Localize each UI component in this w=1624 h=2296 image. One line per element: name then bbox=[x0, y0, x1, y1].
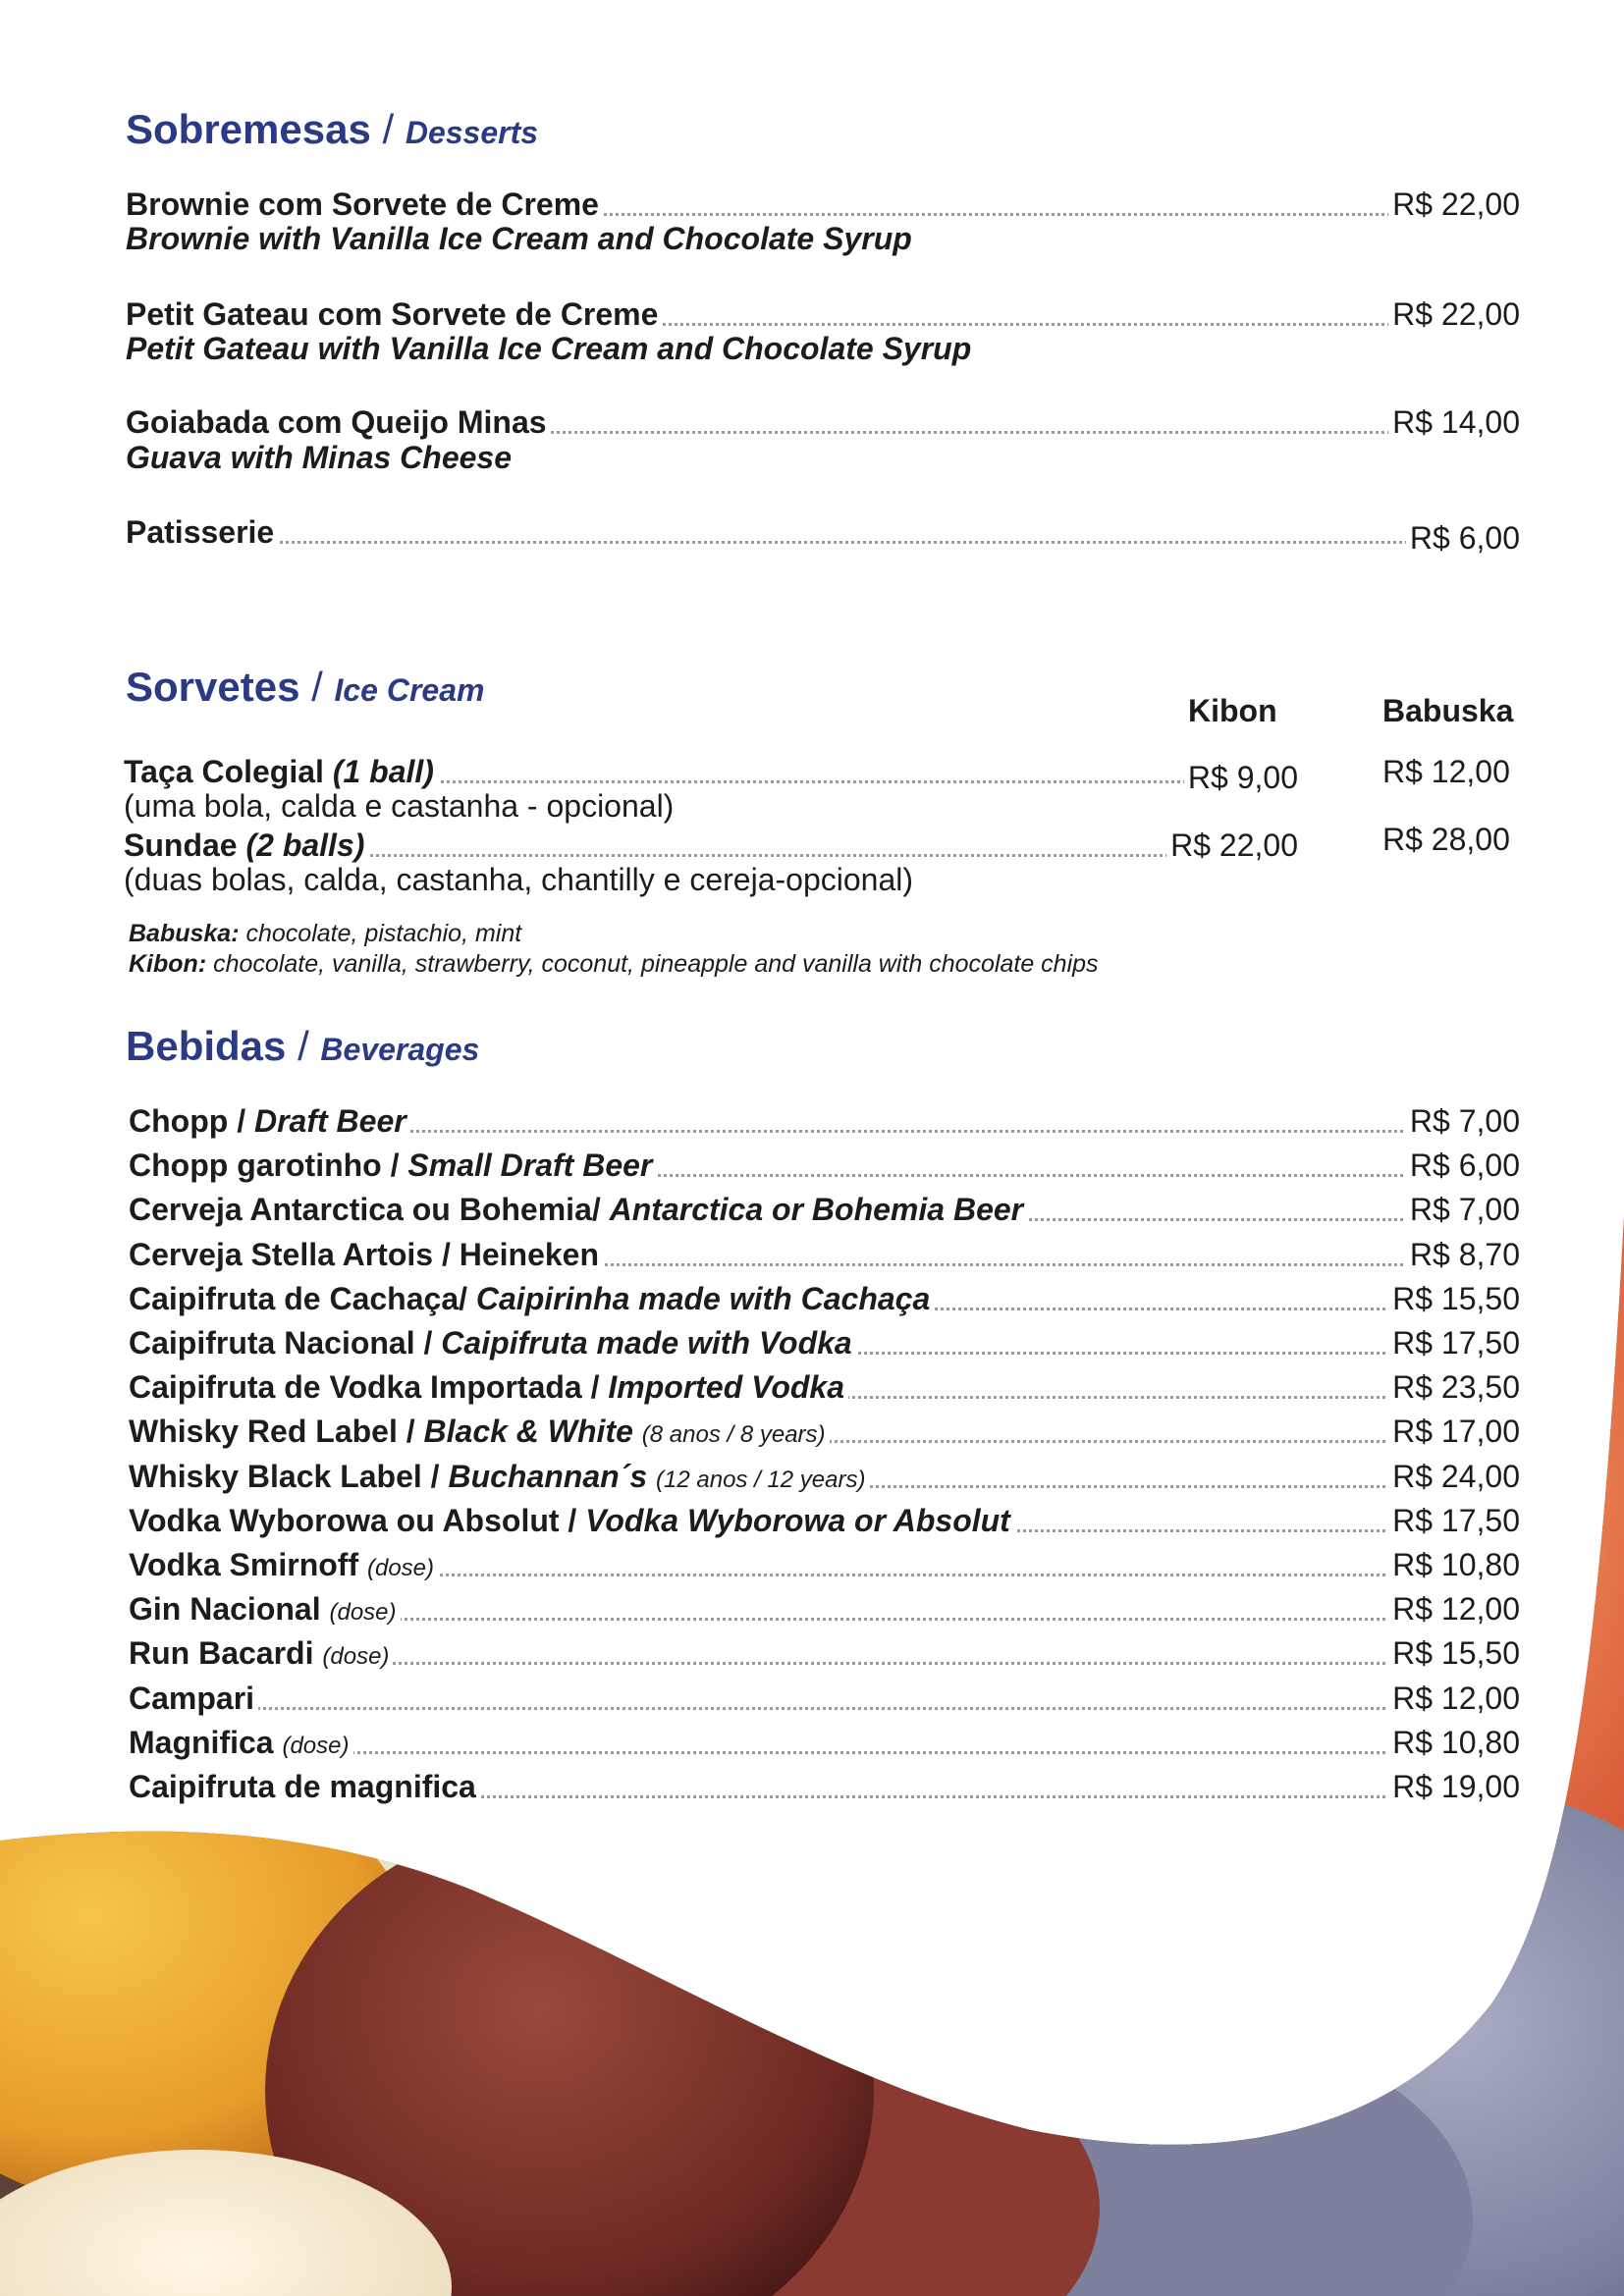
item-name-text: Magnifica bbox=[129, 1724, 274, 1760]
babuska-flavors: chocolate, pistachio, mint bbox=[245, 920, 522, 947]
item-name bbox=[129, 1682, 258, 1714]
item-price: R$ 6,00 bbox=[1406, 522, 1520, 554]
item-name-english: Black & White bbox=[423, 1414, 633, 1450]
item-name: Patisserie bbox=[126, 516, 278, 548]
menu-item bbox=[126, 185, 1520, 224]
item-name bbox=[129, 1591, 401, 1628]
item-name-english: Buchannan´s bbox=[448, 1458, 648, 1494]
babuska-label: Babuska: bbox=[129, 920, 240, 947]
menu-item bbox=[126, 512, 1520, 556]
menu-item bbox=[129, 1190, 1520, 1229]
item-name-text: Taça Colegial bbox=[124, 754, 324, 789]
item-price: R$ 7,00 bbox=[1406, 1194, 1520, 1225]
item-price: R$ 17,00 bbox=[1388, 1415, 1520, 1447]
item-price: R$ 10,80 bbox=[1388, 1727, 1520, 1758]
item-name bbox=[129, 1635, 393, 1672]
menu-item bbox=[126, 294, 1520, 334]
menu-item bbox=[129, 1367, 1520, 1407]
item-name-text: Caipifruta Nacional / bbox=[129, 1325, 442, 1361]
menu-item bbox=[129, 1101, 1520, 1141]
item-name bbox=[129, 1771, 480, 1802]
item-name: Goiabada com Queijo Minas bbox=[126, 406, 551, 438]
item-name-english: Caipifruta made with Vodka bbox=[441, 1325, 852, 1361]
desserts-title-separator: / bbox=[382, 106, 395, 152]
menu-item bbox=[129, 1501, 1520, 1540]
item-name-english: Imported Vodka bbox=[608, 1369, 844, 1406]
kibon-flavors-note bbox=[129, 952, 1099, 977]
item-name-text: Gin Nacional bbox=[129, 1591, 321, 1628]
item-name-text: Vodka Smirnoff bbox=[129, 1547, 359, 1582]
item-name bbox=[129, 1148, 656, 1184]
item-name-text: Chopp garotinho / bbox=[129, 1148, 408, 1184]
item-quantity: (1 ball) bbox=[332, 754, 434, 789]
ice-cream-heading bbox=[126, 664, 484, 711]
item-name-text: Caipifruta de magnifica bbox=[129, 1769, 476, 1804]
desserts-title-en: Desserts bbox=[405, 115, 539, 150]
ice-cream-title-separator: / bbox=[311, 664, 323, 710]
item-name bbox=[129, 1369, 848, 1406]
item-name-text: Cerveja Stella Artois / Heineken bbox=[129, 1236, 600, 1272]
item-description: Petit Gateau with Vanilla Ice Cream and Chocolate Syrup bbox=[126, 331, 972, 366]
item-name-text: Whisky Black Label / bbox=[129, 1458, 449, 1494]
item-price: R$ 22,00 bbox=[1388, 188, 1520, 220]
menu-item bbox=[129, 1723, 1520, 1762]
column-header-kibon: Kibon bbox=[1188, 693, 1277, 728]
item-price: R$ 19,00 bbox=[1388, 1771, 1520, 1802]
item-price: R$ 15,50 bbox=[1388, 1283, 1520, 1314]
item-price: R$ 12,00 bbox=[1388, 1593, 1520, 1625]
item-note: (dose) bbox=[329, 1599, 397, 1627]
menu-item bbox=[124, 752, 1298, 795]
item-price: R$ 7,00 bbox=[1406, 1105, 1520, 1137]
menu-item bbox=[129, 1633, 1520, 1673]
item-description: (duas bolas, calda, castanha, chantilly e cereja-opcional) bbox=[124, 862, 914, 897]
item-description: Brownie with Vanilla Ice Cream and Chocolate Syrup bbox=[126, 221, 912, 256]
item-name bbox=[124, 829, 368, 861]
item-note: (12 anos / 12 years) bbox=[656, 1466, 866, 1493]
item-price: R$ 15,50 bbox=[1388, 1637, 1520, 1669]
item-price-babuska: R$ 12,00 bbox=[1382, 754, 1510, 789]
item-name-text: Run Bacardi bbox=[129, 1635, 314, 1672]
column-header-babuska: Babuska bbox=[1382, 693, 1514, 728]
item-name: Petit Gateau com Sorvete de Creme bbox=[126, 298, 662, 330]
beverages-title-separator: / bbox=[298, 1023, 309, 1069]
item-name-text: Cerveja Antarctica ou Bohemia/ bbox=[129, 1192, 610, 1228]
item-price: R$ 24,00 bbox=[1388, 1461, 1520, 1492]
ice-cream-title-en: Ice Cream bbox=[334, 672, 485, 708]
item-price: R$ 22,00 bbox=[1388, 298, 1520, 330]
item-name bbox=[129, 1549, 438, 1580]
ice-cream-title: Sorvetes bbox=[126, 664, 300, 710]
item-price: R$ 10,80 bbox=[1388, 1549, 1520, 1580]
item-note: (8 anos / 8 years) bbox=[641, 1421, 826, 1449]
item-description: Guava with Minas Cheese bbox=[126, 440, 513, 475]
item-name bbox=[129, 1236, 603, 1272]
beverages-title: Bebidas bbox=[126, 1023, 287, 1069]
item-note: (dose) bbox=[366, 1555, 435, 1581]
item-description: (uma bola, calda e castanha - opcional) bbox=[124, 788, 675, 824]
item-name bbox=[129, 1724, 353, 1760]
menu-item bbox=[129, 1679, 1520, 1718]
item-name-text: Sundae bbox=[124, 828, 238, 863]
menu-item bbox=[129, 1545, 1520, 1584]
item-name bbox=[129, 1105, 410, 1137]
item-name-text: Campari bbox=[129, 1680, 255, 1716]
item-quantity: (2 balls) bbox=[245, 828, 365, 863]
menu-item bbox=[129, 1323, 1520, 1362]
desserts-heading bbox=[126, 106, 538, 153]
item-price-kibon: R$ 22,00 bbox=[1166, 829, 1298, 861]
menu-item bbox=[124, 826, 1298, 865]
kibon-flavors: chocolate, vanilla, strawberry, coconut, pineapple and vanilla with chocolate chips bbox=[213, 950, 1099, 978]
item-name bbox=[124, 756, 438, 787]
item-price: R$ 17,50 bbox=[1388, 1505, 1520, 1536]
item-price: R$ 17,50 bbox=[1388, 1327, 1520, 1359]
menu-item bbox=[129, 1589, 1520, 1629]
item-name-english: Small Draft Beer bbox=[407, 1148, 653, 1184]
menu-item bbox=[129, 1235, 1520, 1274]
item-name-text: Caipifruta de Cachaça/ bbox=[129, 1280, 476, 1316]
item-name-text: Vodka Wyborowa ou Absolut / bbox=[129, 1502, 586, 1538]
item-price: R$ 6,00 bbox=[1406, 1149, 1520, 1181]
item-name: Brownie com Sorvete de Creme bbox=[126, 188, 603, 220]
item-price: R$ 23,50 bbox=[1388, 1371, 1520, 1403]
item-name-english: Antarctica or Bohemia Beer bbox=[609, 1192, 1024, 1228]
item-name bbox=[129, 1192, 1027, 1228]
item-name-text: Whisky Red Label / bbox=[129, 1414, 424, 1450]
item-name bbox=[129, 1280, 934, 1316]
menu-item bbox=[126, 402, 1520, 442]
item-name-english: Vodka Wyborowa or Absolut bbox=[585, 1502, 1010, 1538]
item-name bbox=[129, 1414, 830, 1450]
item-name bbox=[129, 1458, 869, 1494]
item-name-english: Caipirinha made with Cachaça bbox=[475, 1280, 931, 1316]
menu-item bbox=[129, 1146, 1520, 1185]
item-note: (dose) bbox=[322, 1643, 390, 1671]
babuska-flavors-note bbox=[129, 922, 521, 946]
item-price: R$ 14,00 bbox=[1388, 406, 1520, 438]
item-name-text: Chopp / bbox=[129, 1103, 254, 1139]
item-name bbox=[129, 1327, 856, 1359]
item-name bbox=[129, 1502, 1014, 1538]
desserts-title: Sobremesas bbox=[126, 106, 371, 152]
item-price-babuska: R$ 28,00 bbox=[1382, 822, 1510, 857]
menu-item bbox=[129, 1412, 1520, 1451]
kibon-label: Kibon: bbox=[129, 950, 207, 978]
menu-item bbox=[129, 1279, 1520, 1318]
menu-item bbox=[129, 1767, 1520, 1806]
item-price-kibon: R$ 9,00 bbox=[1184, 762, 1298, 793]
item-name-text: Caipifruta de Vodka Importada / bbox=[129, 1369, 609, 1406]
item-note: (dose) bbox=[282, 1732, 350, 1759]
beverages-heading bbox=[126, 1023, 479, 1070]
item-name-english: Draft Beer bbox=[253, 1103, 406, 1139]
item-price: R$ 12,00 bbox=[1388, 1682, 1520, 1714]
beverages-title-en: Beverages bbox=[320, 1032, 480, 1067]
menu-item bbox=[129, 1457, 1520, 1496]
item-price: R$ 8,70 bbox=[1406, 1239, 1520, 1270]
